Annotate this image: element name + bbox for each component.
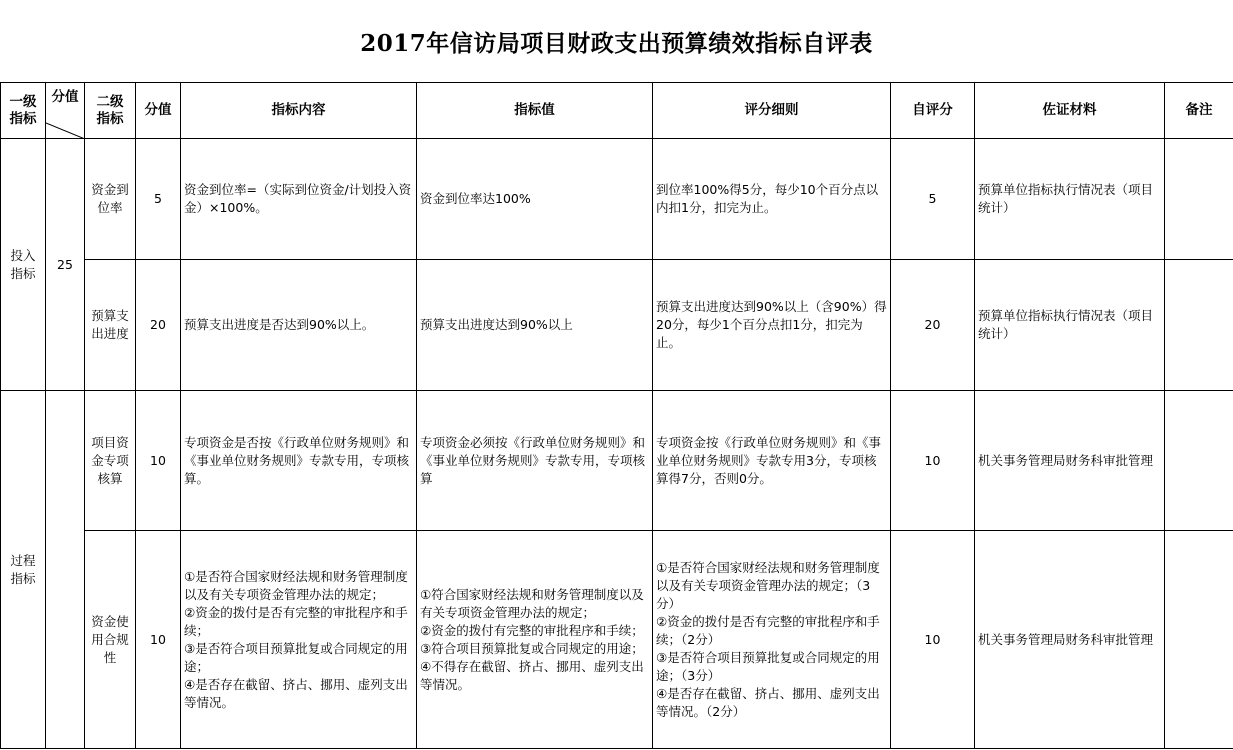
evidence-cell: 机关事务管理局财务科审批管理 [975,391,1165,531]
table-row [1,139,1233,260]
title-row [0,0,1233,83]
remark-cell [1165,139,1233,260]
content-cell: ①是否符合国家财经法规和财务管理制度以及有关专项资金管理办法的规定； ②资金的拨付是否有完整的审批程序和手续； ③是否符合项目预算批复或合同规定的用途； ④是否存在截留、挤占、挪用、虚列支出等情况。 [181,531,417,749]
value-cell: 预算支出进度达到90%以上 [417,260,653,391]
value-cell: ①符合国家财经法规和财务管理制度以及有关专项资金管理办法的规定； ②资金的拨付有完整的审批程序和手续； ③符合项目预算批复或合同规定的用途； ④不得存在截留、挤占、挪用、虚列支出等情况。 [417,531,653,749]
header-score1-label: 分值 [51,89,79,105]
evidence-cell: 机关事务管理局财务科审批管理 [975,531,1165,749]
remark-cell [1165,260,1233,391]
evidence-cell: 预算单位指标执行情况表（项目统计） [975,260,1165,391]
score-cell: 20 [136,260,181,391]
rules-cell: ①是否符合国家财经法规和财务管理制度以及有关专项资金管理办法的规定；（3分） ②资金的拨付是否有完整的审批程序和手续；（2分） ③是否符合项目预算批复或合同规定的用途；（3分） ④是否存在截留、挤占、挪用、虚列支出等情况。（2分） [653,531,891,749]
self-score-cell: 10 [891,531,975,749]
table-row [1,531,1233,749]
rules-cell: 到位率100%得5分，每少10个百分点以内扣1分，扣完为止。 [653,139,891,260]
header-rules: 评分细则 [653,83,891,139]
group-name-process: 过程 指标 [1,391,46,749]
header-level2: 二级 指标 [85,83,136,139]
content-cell: 资金到位率=（实际到位资金/计划投入资金）×100%。 [181,139,417,260]
self-score-cell: 20 [891,260,975,391]
header-self-score: 自评分 [891,83,975,139]
indicator-cell: 资金到 位率 [85,139,136,260]
score-cell: 10 [136,531,181,749]
group-score-input: 25 [46,139,85,391]
header-evidence: 佐证材料 [975,83,1165,139]
header-value: 指标值 [417,83,653,139]
rules-cell: 专项资金按《行政单位财务规则》和《事业单位财务规则》专款专用3分，专项核算得7分，否则0分。 [653,391,891,531]
header-score1 [46,83,85,139]
header-score2: 分值 [136,83,181,139]
content-cell: 专项资金是否按《行政单位财务规则》和《事业单位财务规则》专款专用，专项核算。 [181,391,417,531]
rules-cell: 预算支出进度达到90%以上（含90%）得20分，每少1个百分点扣1分，扣完为止。 [653,260,891,391]
value-cell: 资金到位率达100% [417,139,653,260]
self-score-cell: 5 [891,139,975,260]
score-cell: 10 [136,391,181,531]
table-row [1,391,1233,531]
indicator-cell: 预算支 出进度 [85,260,136,391]
remark-cell [1165,531,1233,749]
header-level1: 一级 指标 [1,83,46,139]
content-cell: 预算支出进度是否达到90%以上。 [181,260,417,391]
indicator-table [0,82,1233,749]
self-score-cell: 10 [891,391,975,531]
score-cell: 5 [136,139,181,260]
group-name-input: 投入 指标 [1,139,46,391]
indicator-cell: 项目资 金专项 核算 [85,391,136,531]
remark-cell [1165,391,1233,531]
table-row [1,260,1233,391]
value-cell: 专项资金必须按《行政单位财务规则》和《事业单位财务规则》专款专用，专项核算 [417,391,653,531]
group-score-process [46,391,85,749]
page-title: 2017年信访局项目财政支出预算绩效指标自评表 [360,29,873,57]
indicator-cell: 资金使 用合规 性 [85,531,136,749]
evidence-cell: 预算单位指标执行情况表（项目统计） [975,139,1165,260]
header-remark: 备注 [1165,83,1233,139]
header-row [1,83,1233,139]
header-content: 指标内容 [181,83,417,139]
